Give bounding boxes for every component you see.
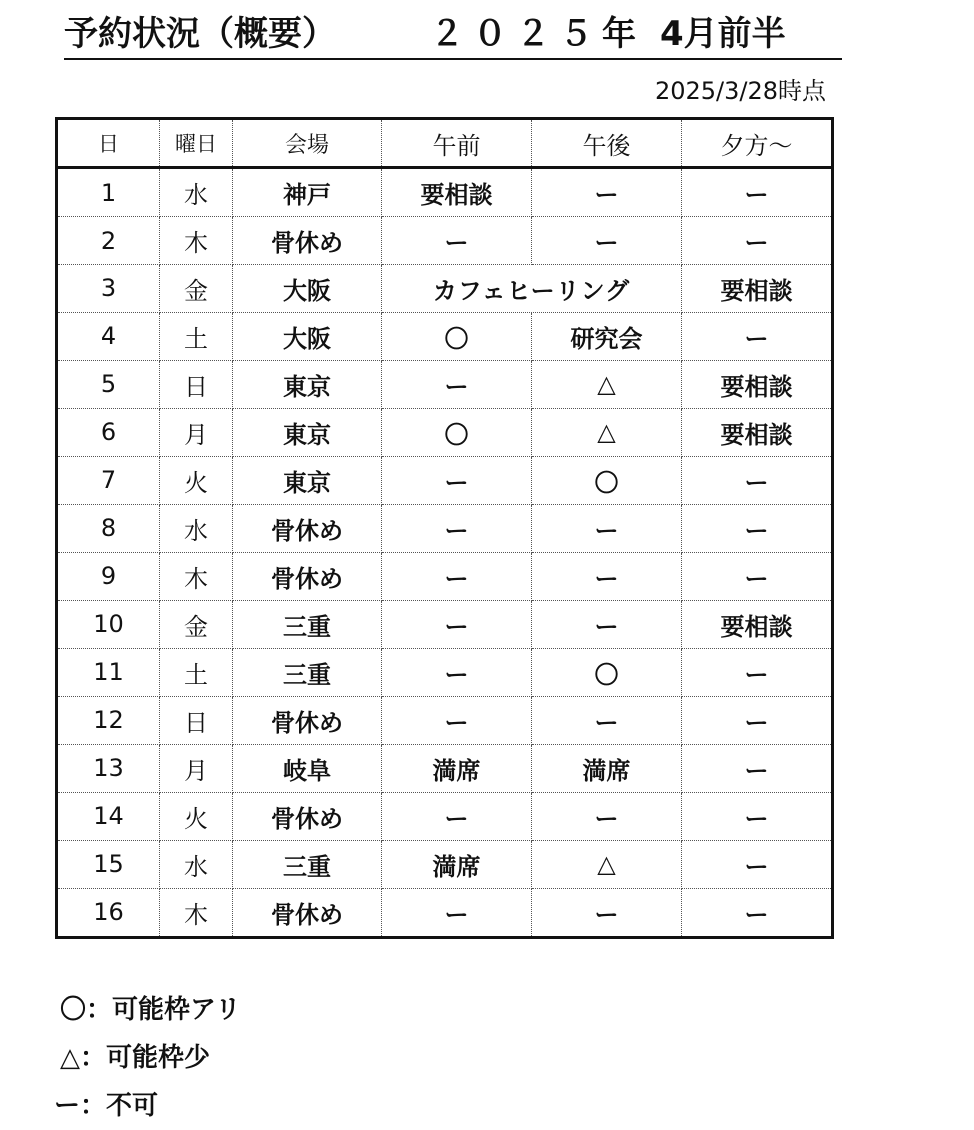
cell-weekday: 火 bbox=[160, 456, 233, 504]
cell-weekday: 火 bbox=[160, 792, 233, 840]
table-row bbox=[57, 744, 833, 792]
table-row bbox=[57, 600, 833, 648]
cell-venue: 三重 bbox=[233, 600, 382, 648]
cell-morning: 要相談 bbox=[382, 168, 532, 217]
cell-morning: ー bbox=[382, 217, 532, 265]
as-of-date: 2025/3/28時点 bbox=[654, 77, 826, 105]
cell-morning-afternoon: カフェヒーリング bbox=[382, 265, 682, 313]
cell-venue: 東京 bbox=[233, 408, 382, 456]
cell-afternoon: ー bbox=[532, 792, 682, 840]
cell-day: 16 bbox=[57, 888, 160, 937]
cell-day: 8 bbox=[57, 504, 160, 552]
cell-venue: 骨休め bbox=[233, 792, 382, 840]
cell-morning: ー bbox=[382, 456, 532, 504]
cell-day: 14 bbox=[57, 792, 160, 840]
table-row bbox=[57, 456, 833, 504]
header-row bbox=[57, 119, 833, 168]
cell-evening: 要相談 bbox=[682, 408, 833, 456]
cell-morning: 〇 bbox=[382, 312, 532, 360]
cell-weekday: 木 bbox=[160, 217, 233, 265]
cell-day: 10 bbox=[57, 600, 160, 648]
cell-evening: ー bbox=[682, 504, 833, 552]
cell-evening: 要相談 bbox=[682, 265, 833, 313]
table-row bbox=[57, 648, 833, 696]
cell-morning: ー bbox=[382, 504, 532, 552]
header-weekday: 曜日 bbox=[160, 119, 233, 168]
schedule-table bbox=[55, 117, 834, 939]
cell-afternoon: 〇 bbox=[532, 648, 682, 696]
header-morning: 午前 bbox=[382, 119, 532, 168]
cell-day: 3 bbox=[57, 265, 160, 313]
cell-venue: 骨休め bbox=[233, 696, 382, 744]
cell-morning: ー bbox=[382, 696, 532, 744]
cell-venue: 骨休め bbox=[233, 504, 382, 552]
table-row bbox=[57, 217, 833, 265]
cell-morning: 満席 bbox=[382, 744, 532, 792]
cell-day: 2 bbox=[57, 217, 160, 265]
cell-evening: ー bbox=[682, 744, 833, 792]
cell-venue: 神戸 bbox=[233, 168, 382, 217]
cell-day: 7 bbox=[57, 456, 160, 504]
cell-day: 15 bbox=[57, 840, 160, 888]
table-row bbox=[57, 265, 833, 313]
cell-day: 5 bbox=[57, 360, 160, 408]
cell-evening: ー bbox=[682, 648, 833, 696]
cell-day: 6 bbox=[57, 408, 160, 456]
table-row bbox=[57, 888, 833, 937]
cell-morning: 満席 bbox=[382, 840, 532, 888]
table-row bbox=[57, 168, 833, 217]
legend-item-few: △：可能枠少 bbox=[60, 1043, 210, 1073]
cell-morning: ー bbox=[382, 552, 532, 600]
cell-evening: ー bbox=[682, 888, 833, 937]
cell-venue: 東京 bbox=[233, 360, 382, 408]
cell-afternoon: 満席 bbox=[532, 744, 682, 792]
cell-afternoon: △ bbox=[532, 408, 682, 456]
cell-weekday: 水 bbox=[160, 840, 233, 888]
cell-evening: ー bbox=[682, 696, 833, 744]
cell-evening: ー bbox=[682, 168, 833, 217]
cell-afternoon: 研究会 bbox=[532, 312, 682, 360]
cell-day: 12 bbox=[57, 696, 160, 744]
table-row bbox=[57, 696, 833, 744]
cell-weekday: 日 bbox=[160, 696, 233, 744]
cell-morning: 〇 bbox=[382, 408, 532, 456]
legend-item-available: 〇：可能枠アリ bbox=[60, 995, 241, 1025]
cell-weekday: 日 bbox=[160, 360, 233, 408]
cell-evening: ー bbox=[682, 840, 833, 888]
table-row bbox=[57, 408, 833, 456]
cell-afternoon: ー bbox=[532, 504, 682, 552]
cell-morning: ー bbox=[382, 888, 532, 937]
cell-venue: 東京 bbox=[233, 456, 382, 504]
cell-weekday: 金 bbox=[160, 265, 233, 313]
cell-afternoon: ー bbox=[532, 888, 682, 937]
cell-morning: ー bbox=[382, 648, 532, 696]
cell-morning: ー bbox=[382, 792, 532, 840]
cell-weekday: 金 bbox=[160, 600, 233, 648]
cell-venue: 大阪 bbox=[233, 312, 382, 360]
cell-evening: ー bbox=[682, 217, 833, 265]
page-title bbox=[64, 12, 842, 60]
cell-afternoon: △ bbox=[532, 840, 682, 888]
cell-weekday: 土 bbox=[160, 648, 233, 696]
cell-venue: 骨休め bbox=[233, 217, 382, 265]
cell-morning: ー bbox=[382, 360, 532, 408]
cell-afternoon: ー bbox=[532, 552, 682, 600]
cell-evening: ー bbox=[682, 792, 833, 840]
cell-afternoon: ー bbox=[532, 696, 682, 744]
table-row bbox=[57, 312, 833, 360]
cell-day: 13 bbox=[57, 744, 160, 792]
cell-afternoon: ー bbox=[532, 600, 682, 648]
cell-afternoon: ー bbox=[532, 168, 682, 217]
cell-day: 1 bbox=[57, 168, 160, 217]
cell-afternoon: 〇 bbox=[532, 456, 682, 504]
cell-venue: 骨休め bbox=[233, 552, 382, 600]
header-venue: 会場 bbox=[233, 119, 382, 168]
header-evening: 夕方～ bbox=[682, 119, 833, 168]
header-day: 日 bbox=[57, 119, 160, 168]
cell-venue: 大阪 bbox=[233, 265, 382, 313]
title-main: 予約状況（概要） bbox=[64, 14, 336, 54]
cell-venue: 三重 bbox=[233, 648, 382, 696]
table-row bbox=[57, 840, 833, 888]
cell-day: 11 bbox=[57, 648, 160, 696]
cell-afternoon: △ bbox=[532, 360, 682, 408]
title-period: 4月前半 bbox=[660, 14, 786, 54]
cell-venue: 骨休め bbox=[233, 888, 382, 937]
cell-weekday: 月 bbox=[160, 744, 233, 792]
cell-evening: ー bbox=[682, 552, 833, 600]
cell-afternoon: ー bbox=[532, 217, 682, 265]
cell-morning: ー bbox=[382, 600, 532, 648]
title-year: ２０２５年 bbox=[430, 14, 645, 54]
cell-weekday: 木 bbox=[160, 552, 233, 600]
table-row bbox=[57, 504, 833, 552]
cell-day: 9 bbox=[57, 552, 160, 600]
table-row bbox=[57, 360, 833, 408]
table-row bbox=[57, 792, 833, 840]
cell-evening: ー bbox=[682, 456, 833, 504]
cell-weekday: 木 bbox=[160, 888, 233, 937]
cell-evening: ー bbox=[682, 312, 833, 360]
cell-weekday: 水 bbox=[160, 168, 233, 217]
cell-venue: 三重 bbox=[233, 840, 382, 888]
cell-day: 4 bbox=[57, 312, 160, 360]
cell-weekday: 水 bbox=[160, 504, 233, 552]
header-afternoon: 午後 bbox=[532, 119, 682, 168]
table-row bbox=[57, 552, 833, 600]
cell-evening: 要相談 bbox=[682, 360, 833, 408]
cell-weekday: 月 bbox=[160, 408, 233, 456]
legend-item-unavailable: ー：不可 bbox=[54, 1091, 159, 1121]
cell-evening: 要相談 bbox=[682, 600, 833, 648]
cell-weekday: 土 bbox=[160, 312, 233, 360]
cell-venue: 岐阜 bbox=[233, 744, 382, 792]
